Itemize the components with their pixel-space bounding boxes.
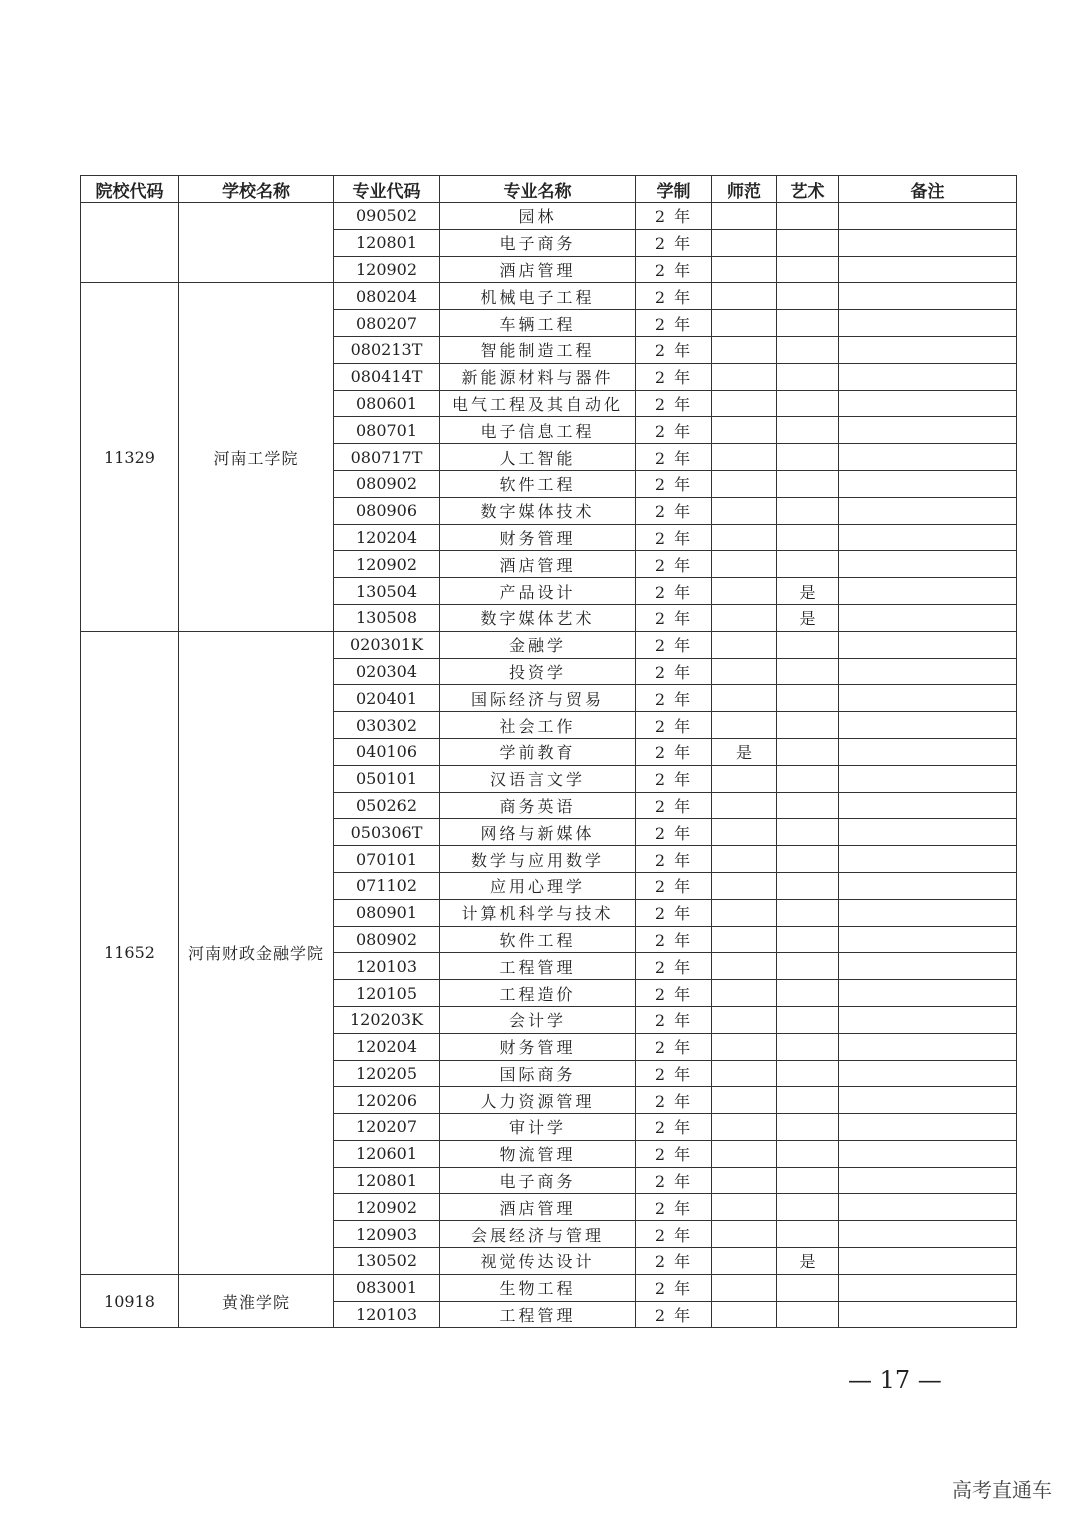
major-code-cell: 120204	[334, 1033, 440, 1060]
header-row	[81, 176, 1017, 203]
years-cell: 2 年	[636, 578, 712, 605]
major-name-cell: 酒店管理	[440, 1194, 636, 1221]
art-cell	[777, 1167, 839, 1194]
art-cell	[777, 444, 839, 471]
major-name-cell: 产品设计	[440, 578, 636, 605]
normal-cell	[712, 336, 777, 363]
years-cell: 2 年	[636, 953, 712, 980]
note-cell	[839, 658, 1017, 685]
years-cell: 2 年	[636, 819, 712, 846]
normal-cell	[712, 846, 777, 873]
art-cell	[777, 899, 839, 926]
school-name-cell	[179, 203, 334, 283]
table-row	[81, 203, 1017, 230]
header-art: 艺术	[777, 176, 839, 203]
note-cell	[839, 604, 1017, 631]
normal-cell	[712, 1194, 777, 1221]
years-cell: 2 年	[636, 524, 712, 551]
major-code-cell: 080902	[334, 470, 440, 497]
art-cell	[777, 1114, 839, 1141]
note-cell	[839, 256, 1017, 283]
major-name-cell: 商务英语	[440, 792, 636, 819]
header-major-name: 专业名称	[440, 176, 636, 203]
page-number: — 17 —	[848, 1366, 942, 1394]
major-code-cell: 050101	[334, 765, 440, 792]
normal-cell: 是	[712, 738, 777, 765]
note-cell	[839, 685, 1017, 712]
major-name-cell: 生物工程	[440, 1274, 636, 1301]
years-cell: 2 年	[636, 846, 712, 873]
table-row	[81, 283, 1017, 310]
years-cell: 2 年	[636, 310, 712, 337]
normal-cell	[712, 980, 777, 1007]
admissions-table	[80, 175, 1017, 1328]
note-cell	[839, 1033, 1017, 1060]
art-cell	[777, 551, 839, 578]
note-cell	[839, 1114, 1017, 1141]
major-name-cell: 工程管理	[440, 1301, 636, 1328]
header-school-code: 院校代码	[81, 176, 179, 203]
art-cell	[777, 1221, 839, 1248]
major-name-cell: 学前教育	[440, 738, 636, 765]
major-name-cell: 财务管理	[440, 1033, 636, 1060]
major-code-cell: 020304	[334, 658, 440, 685]
major-name-cell: 智能制造工程	[440, 336, 636, 363]
normal-cell	[712, 631, 777, 658]
years-cell: 2 年	[636, 1221, 712, 1248]
major-code-cell: 120103	[334, 1301, 440, 1328]
art-cell	[777, 1087, 839, 1114]
major-name-cell: 人工智能	[440, 444, 636, 471]
major-name-cell: 金融学	[440, 631, 636, 658]
major-name-cell: 国际经济与贸易	[440, 685, 636, 712]
years-cell: 2 年	[636, 390, 712, 417]
art-cell	[777, 229, 839, 256]
years-cell: 2 年	[636, 229, 712, 256]
normal-cell	[712, 363, 777, 390]
major-name-cell: 工程管理	[440, 953, 636, 980]
note-cell	[839, 765, 1017, 792]
art-cell	[777, 872, 839, 899]
years-cell: 2 年	[636, 417, 712, 444]
normal-cell	[712, 926, 777, 953]
art-cell	[777, 953, 839, 980]
table-body	[81, 203, 1017, 1328]
header-years: 学制	[636, 176, 712, 203]
major-name-cell: 电子信息工程	[440, 417, 636, 444]
art-cell	[777, 336, 839, 363]
school-code-cell: 11652	[81, 631, 179, 1274]
note-cell	[839, 1301, 1017, 1328]
art-cell	[777, 1140, 839, 1167]
normal-cell	[712, 203, 777, 230]
major-name-cell: 数字媒体技术	[440, 497, 636, 524]
note-cell	[839, 926, 1017, 953]
note-cell	[839, 846, 1017, 873]
note-cell	[839, 551, 1017, 578]
years-cell: 2 年	[636, 738, 712, 765]
major-name-cell: 车辆工程	[440, 310, 636, 337]
normal-cell	[712, 765, 777, 792]
note-cell	[839, 470, 1017, 497]
major-code-cell: 120903	[334, 1221, 440, 1248]
table-row	[81, 631, 1017, 658]
note-cell	[839, 1060, 1017, 1087]
major-name-cell: 电子商务	[440, 1167, 636, 1194]
years-cell: 2 年	[636, 1033, 712, 1060]
art-cell	[777, 1194, 839, 1221]
note-cell	[839, 1006, 1017, 1033]
art-cell	[777, 631, 839, 658]
art-cell	[777, 1033, 839, 1060]
major-name-cell: 审计学	[440, 1114, 636, 1141]
major-code-cell: 080906	[334, 497, 440, 524]
major-code-cell: 071102	[334, 872, 440, 899]
note-cell	[839, 1087, 1017, 1114]
normal-cell	[712, 1114, 777, 1141]
normal-cell	[712, 712, 777, 739]
major-code-cell: 120205	[334, 1060, 440, 1087]
normal-cell	[712, 578, 777, 605]
header-school-name: 学校名称	[179, 176, 334, 203]
note-cell	[839, 1248, 1017, 1275]
years-cell: 2 年	[636, 631, 712, 658]
art-cell	[777, 792, 839, 819]
years-cell: 2 年	[636, 336, 712, 363]
major-name-cell: 会计学	[440, 1006, 636, 1033]
school-code-cell: 10918	[81, 1274, 179, 1328]
major-code-cell: 080901	[334, 899, 440, 926]
major-name-cell: 汉语言文学	[440, 765, 636, 792]
major-name-cell: 网络与新媒体	[440, 819, 636, 846]
major-code-cell: 080204	[334, 283, 440, 310]
normal-cell	[712, 1221, 777, 1248]
years-cell: 2 年	[636, 470, 712, 497]
major-code-cell: 020301K	[334, 631, 440, 658]
major-code-cell: 020401	[334, 685, 440, 712]
note-cell	[839, 792, 1017, 819]
major-name-cell: 社会工作	[440, 712, 636, 739]
major-code-cell: 120902	[334, 551, 440, 578]
note-cell	[839, 336, 1017, 363]
art-cell	[777, 363, 839, 390]
normal-cell	[712, 283, 777, 310]
art-cell: 是	[777, 578, 839, 605]
header-note: 备注	[839, 176, 1017, 203]
art-cell	[777, 685, 839, 712]
major-name-cell: 视觉传达设计	[440, 1248, 636, 1275]
note-cell	[839, 203, 1017, 230]
header-normal: 师范	[712, 176, 777, 203]
years-cell: 2 年	[636, 926, 712, 953]
normal-cell	[712, 1248, 777, 1275]
normal-cell	[712, 1006, 777, 1033]
art-cell	[777, 712, 839, 739]
art-cell	[777, 203, 839, 230]
normal-cell	[712, 1274, 777, 1301]
major-code-cell: 120601	[334, 1140, 440, 1167]
normal-cell	[712, 390, 777, 417]
note-cell	[839, 283, 1017, 310]
note-cell	[839, 1140, 1017, 1167]
normal-cell	[712, 310, 777, 337]
school-name-cell: 河南工学院	[179, 283, 334, 631]
major-name-cell: 软件工程	[440, 470, 636, 497]
note-cell	[839, 738, 1017, 765]
major-name-cell: 工程造价	[440, 980, 636, 1007]
major-code-cell: 130504	[334, 578, 440, 605]
years-cell: 2 年	[636, 765, 712, 792]
major-code-cell: 090502	[334, 203, 440, 230]
years-cell: 2 年	[636, 444, 712, 471]
school-code-cell	[81, 203, 179, 283]
note-cell	[839, 363, 1017, 390]
art-cell	[777, 1301, 839, 1328]
major-code-cell: 080213T	[334, 336, 440, 363]
years-cell: 2 年	[636, 899, 712, 926]
art-cell	[777, 497, 839, 524]
normal-cell	[712, 444, 777, 471]
art-cell	[777, 310, 839, 337]
years-cell: 2 年	[636, 1194, 712, 1221]
normal-cell	[712, 1060, 777, 1087]
note-cell	[839, 953, 1017, 980]
years-cell: 2 年	[636, 980, 712, 1007]
art-cell	[777, 524, 839, 551]
major-name-cell: 人力资源管理	[440, 1087, 636, 1114]
normal-cell	[712, 792, 777, 819]
major-code-cell: 080414T	[334, 363, 440, 390]
note-cell	[839, 819, 1017, 846]
note-cell	[839, 229, 1017, 256]
normal-cell	[712, 872, 777, 899]
major-code-cell: 080902	[334, 926, 440, 953]
years-cell: 2 年	[636, 1274, 712, 1301]
years-cell: 2 年	[636, 1060, 712, 1087]
major-code-cell: 030302	[334, 712, 440, 739]
normal-cell	[712, 899, 777, 926]
years-cell: 2 年	[636, 1301, 712, 1328]
note-cell	[839, 578, 1017, 605]
major-code-cell: 080701	[334, 417, 440, 444]
years-cell: 2 年	[636, 551, 712, 578]
art-cell: 是	[777, 1248, 839, 1275]
art-cell	[777, 1006, 839, 1033]
major-code-cell: 080717T	[334, 444, 440, 471]
major-name-cell: 数字媒体艺术	[440, 604, 636, 631]
normal-cell	[712, 685, 777, 712]
normal-cell	[712, 417, 777, 444]
years-cell: 2 年	[636, 1167, 712, 1194]
note-cell	[839, 390, 1017, 417]
years-cell: 2 年	[636, 283, 712, 310]
major-name-cell: 酒店管理	[440, 256, 636, 283]
art-cell	[777, 658, 839, 685]
major-code-cell: 120206	[334, 1087, 440, 1114]
major-name-cell: 国际商务	[440, 1060, 636, 1087]
years-cell: 2 年	[636, 1114, 712, 1141]
art-cell	[777, 738, 839, 765]
note-cell	[839, 631, 1017, 658]
years-cell: 2 年	[636, 685, 712, 712]
major-code-cell: 120204	[334, 524, 440, 551]
normal-cell	[712, 1301, 777, 1328]
normal-cell	[712, 1140, 777, 1167]
major-name-cell: 数学与应用数学	[440, 846, 636, 873]
normal-cell	[712, 256, 777, 283]
art-cell	[777, 470, 839, 497]
normal-cell	[712, 658, 777, 685]
normal-cell	[712, 551, 777, 578]
school-name-cell: 黄淮学院	[179, 1274, 334, 1328]
note-cell	[839, 712, 1017, 739]
major-name-cell: 酒店管理	[440, 551, 636, 578]
normal-cell	[712, 470, 777, 497]
years-cell: 2 年	[636, 604, 712, 631]
years-cell: 2 年	[636, 712, 712, 739]
art-cell	[777, 390, 839, 417]
normal-cell	[712, 1033, 777, 1060]
major-name-cell: 园林	[440, 203, 636, 230]
normal-cell	[712, 497, 777, 524]
normal-cell	[712, 604, 777, 631]
major-name-cell: 应用心理学	[440, 872, 636, 899]
major-code-cell: 050306T	[334, 819, 440, 846]
major-name-cell: 电气工程及其自动化	[440, 390, 636, 417]
major-code-cell: 120105	[334, 980, 440, 1007]
table-row	[81, 1274, 1017, 1301]
art-cell	[777, 846, 839, 873]
major-name-cell: 投资学	[440, 658, 636, 685]
note-cell	[839, 980, 1017, 1007]
art-cell	[777, 1060, 839, 1087]
years-cell: 2 年	[636, 872, 712, 899]
normal-cell	[712, 524, 777, 551]
art-cell	[777, 1274, 839, 1301]
art-cell	[777, 980, 839, 1007]
major-name-cell: 计算机科学与技术	[440, 899, 636, 926]
years-cell: 2 年	[636, 1087, 712, 1114]
note-cell	[839, 1274, 1017, 1301]
major-code-cell: 083001	[334, 1274, 440, 1301]
art-cell	[777, 765, 839, 792]
normal-cell	[712, 1087, 777, 1114]
major-code-cell: 120103	[334, 953, 440, 980]
note-cell	[839, 524, 1017, 551]
major-code-cell: 120207	[334, 1114, 440, 1141]
art-cell	[777, 926, 839, 953]
major-code-cell: 120902	[334, 1194, 440, 1221]
major-code-cell: 070101	[334, 846, 440, 873]
school-code-cell: 11329	[81, 283, 179, 631]
major-code-cell: 080601	[334, 390, 440, 417]
major-code-cell: 120801	[334, 229, 440, 256]
major-code-cell: 120902	[334, 256, 440, 283]
normal-cell	[712, 229, 777, 256]
major-name-cell: 物流管理	[440, 1140, 636, 1167]
normal-cell	[712, 1167, 777, 1194]
note-cell	[839, 497, 1017, 524]
art-cell	[777, 819, 839, 846]
major-code-cell: 050262	[334, 792, 440, 819]
years-cell: 2 年	[636, 658, 712, 685]
normal-cell	[712, 953, 777, 980]
art-cell: 是	[777, 604, 839, 631]
note-cell	[839, 1167, 1017, 1194]
major-name-cell: 软件工程	[440, 926, 636, 953]
note-cell	[839, 1221, 1017, 1248]
years-cell: 2 年	[636, 256, 712, 283]
years-cell: 2 年	[636, 1006, 712, 1033]
note-cell	[839, 872, 1017, 899]
major-name-cell: 会展经济与管理	[440, 1221, 636, 1248]
note-cell	[839, 899, 1017, 926]
major-name-cell: 新能源材料与器件	[440, 363, 636, 390]
years-cell: 2 年	[636, 1248, 712, 1275]
years-cell: 2 年	[636, 497, 712, 524]
art-cell	[777, 417, 839, 444]
years-cell: 2 年	[636, 1140, 712, 1167]
major-code-cell: 130502	[334, 1248, 440, 1275]
major-code-cell: 130508	[334, 604, 440, 631]
years-cell: 2 年	[636, 363, 712, 390]
note-cell	[839, 417, 1017, 444]
watermark-text: 高考直通车	[952, 1478, 1052, 1502]
header-major-code: 专业代码	[334, 176, 440, 203]
major-code-cell: 120203K	[334, 1006, 440, 1033]
major-name-cell: 电子商务	[440, 229, 636, 256]
normal-cell	[712, 819, 777, 846]
years-cell: 2 年	[636, 792, 712, 819]
art-cell	[777, 283, 839, 310]
note-cell	[839, 444, 1017, 471]
note-cell	[839, 310, 1017, 337]
art-cell	[777, 256, 839, 283]
major-code-cell: 040106	[334, 738, 440, 765]
major-code-cell: 120801	[334, 1167, 440, 1194]
major-code-cell: 080207	[334, 310, 440, 337]
major-name-cell: 机械电子工程	[440, 283, 636, 310]
note-cell	[839, 1194, 1017, 1221]
school-name-cell: 河南财政金融学院	[179, 631, 334, 1274]
major-name-cell: 财务管理	[440, 524, 636, 551]
years-cell: 2 年	[636, 203, 712, 230]
